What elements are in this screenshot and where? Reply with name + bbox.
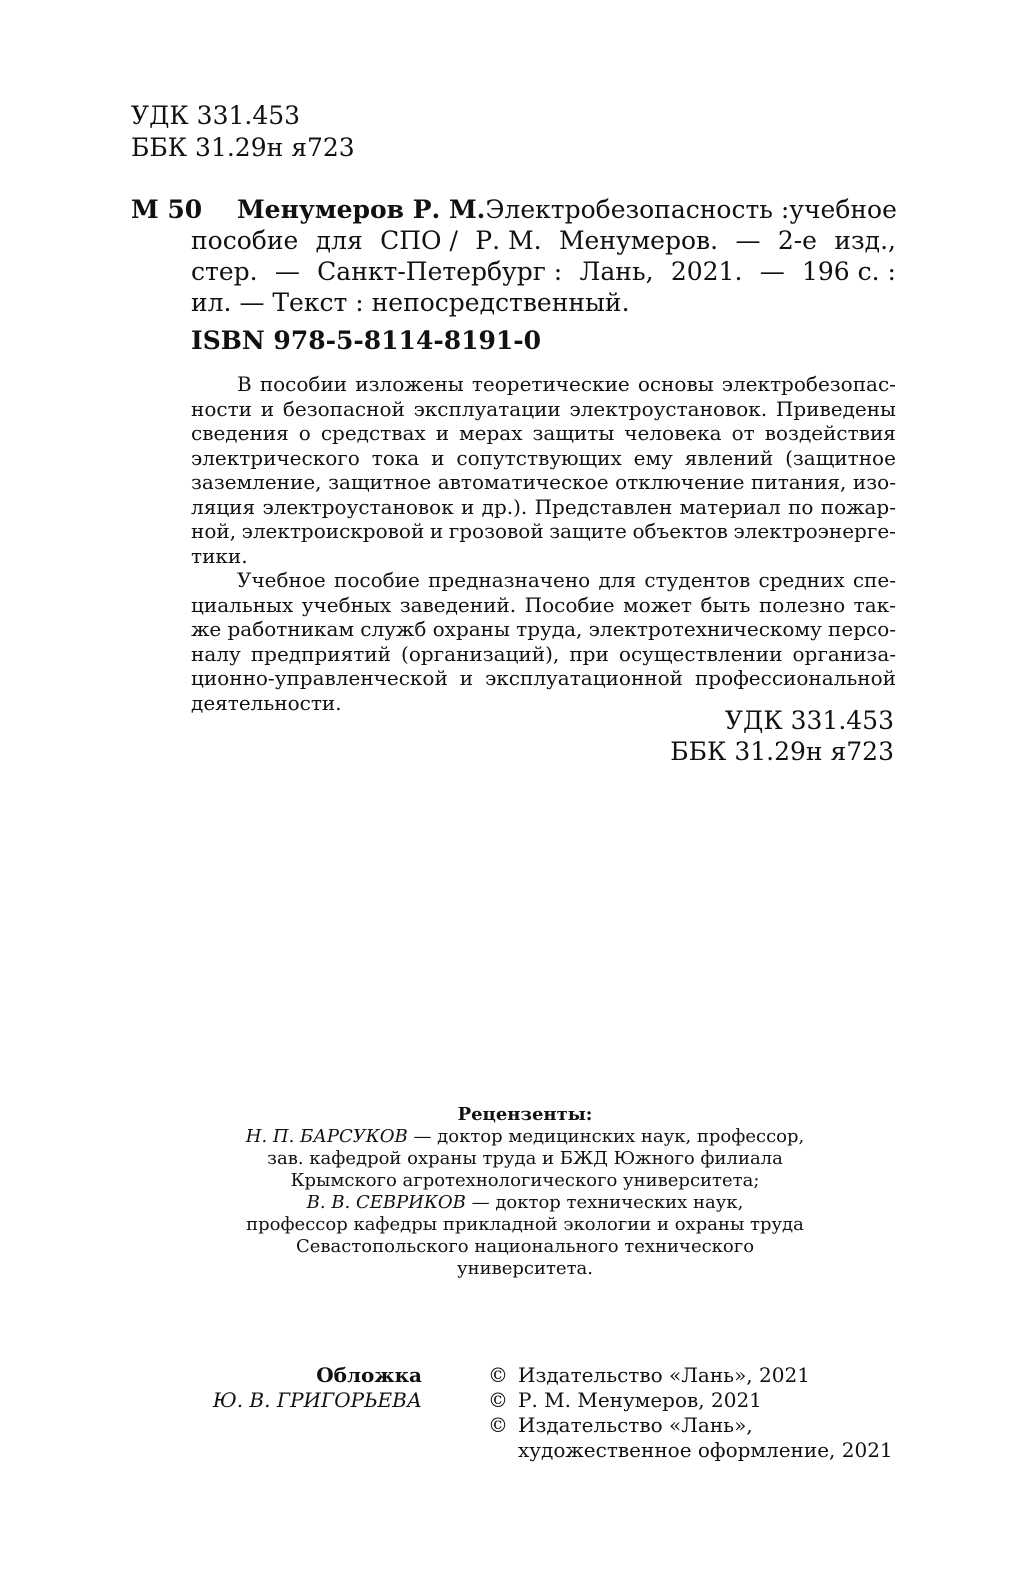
cover-label: Обложка (316, 1363, 422, 1387)
copyright-line: © Р. М. Менумеров, 2021 (488, 1388, 762, 1412)
catalog-line-2: пособие для СПО / Р. М. Менумеров. — 2-е изд., (191, 226, 896, 255)
reviewer-1-name: Н. П. БАРСУКОВ (245, 1126, 408, 1147)
reviewer-1-line-2: зав. кафедрой охраны труда и БЖД Южного филиала (267, 1148, 783, 1169)
abstract-line: заземление, защитное автоматическое отключение питания, изо- (191, 470, 896, 494)
abstract-line: циальных учебных заведений. Пособие может быть полезно так- (191, 592, 896, 617)
abstract-line: Учебное пособие предназначено для студентов средних спе- (237, 568, 896, 592)
top-udk-code: УДК 331.453 (131, 101, 301, 130)
bottom-bbk-code: ББК 31.29н я723 (670, 737, 894, 766)
bottom-udk-code: УДК 331.453 (724, 706, 894, 735)
reviewers-heading: Рецензенты: (457, 1104, 593, 1125)
catalog-line-3: стер. — Санкт-Петербург : Лань, 2021. — 196 с. : (191, 257, 896, 286)
reviewer-2-line-2: профессор кафедры прикладной экологии и охраны труда (246, 1214, 804, 1235)
reviewer-2-line-3: Севастопольского национального технического университета. (295, 1236, 755, 1279)
copyright-block (488, 1363, 893, 1463)
copyright-icon: © (488, 1388, 508, 1412)
bottom-classification (670, 705, 894, 767)
copyright-line: © Издательство «Лань», 2021 (488, 1363, 810, 1387)
abstract-line: ности и безопасной эксплуатации электроустановок. Приведены (191, 396, 896, 421)
isbn: ISBN 978-5-8114-8191-0 (191, 326, 542, 355)
abstract-line: В пособии изложены теоретические основы электробезопас- (237, 372, 896, 396)
author-name: Менумеров Р. М. (237, 195, 486, 224)
abstract-line: ной, электроискровой и грозовой защите объектов электроэнерге- (191, 519, 896, 543)
cover-credit (213, 1363, 422, 1413)
catalog-line-1: Менумеров Р. М. Электробезопасность : учебное (237, 195, 897, 224)
cover-designer: Ю. В. ГРИГОРЬЕВА (212, 1388, 422, 1412)
copyright-icon: © (488, 1363, 508, 1387)
abstract-line: тики. (191, 543, 248, 568)
reviewer-1-line-3: Крымского агротехнологического университета; (290, 1170, 760, 1191)
catalog-entry (191, 194, 896, 318)
copyright-line-continuation: художественное оформление, 2021 (518, 1438, 893, 1462)
abstract-line: сведения о средствах и мерах защиты человека от воздействия (191, 421, 896, 445)
abstract (191, 372, 896, 715)
abstract-line: деятельности. (191, 690, 342, 715)
reviewers-block (230, 1104, 820, 1280)
reviewer-1-line-1: Н. П. БАРСУКОВ — доктор медицинских наук, профессор, (245, 1126, 805, 1147)
abstract-line: электрического тока и сопутствующих ему явлений (защитное (191, 445, 896, 470)
abstract-line: ляция электроустановок и др.). Представлен материал по пожар- (191, 494, 896, 519)
copyright-icon: © (488, 1413, 508, 1437)
top-bbk-code: ББК 31.29н я723 (131, 133, 355, 162)
copyright-line: © Издательство «Лань», (488, 1413, 753, 1437)
author-mark: М 50 (131, 195, 203, 224)
abstract-line: налу предприятий (организаций), при осуществлении организа- (191, 641, 896, 666)
reviewer-2-line-1: В. В. СЕВРИКОВ — доктор технических наук, (306, 1192, 744, 1213)
abstract-line: ционно-управленческой и эксплуатационной профессиональной (191, 666, 896, 690)
abstract-line: же работникам служб охраны труда, электротехническому персо- (191, 617, 896, 641)
reviewer-2-name: В. В. СЕВРИКОВ (306, 1192, 466, 1213)
catalog-line-4: ил. — Текст : непосредственный. (191, 288, 630, 317)
